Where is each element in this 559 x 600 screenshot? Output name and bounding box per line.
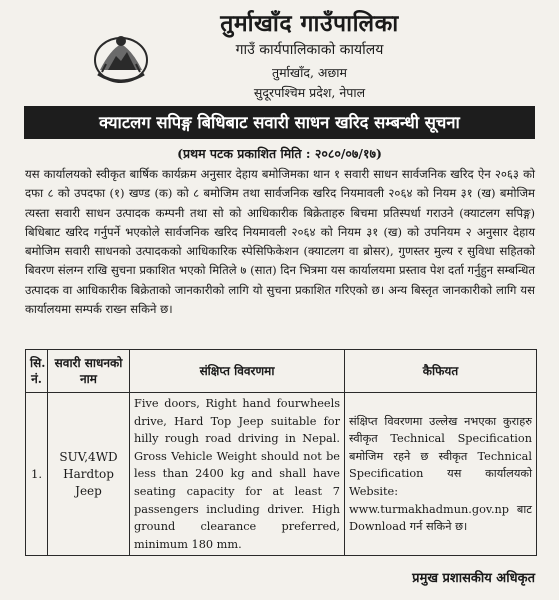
office-province: सुदूरपश्चिम प्रदेश, नेपाल (253, 85, 366, 100)
table-header-row (26, 350, 537, 393)
org-name: तुर्माखाँद गाउँपालिका (220, 10, 399, 37)
row-vehicle: SUV,4WD Hardtop Jeep (48, 393, 130, 556)
row-sn: 1. (26, 393, 48, 556)
header-description: संक्षिप्त विवरणमा (130, 350, 345, 393)
specification-table (25, 349, 537, 556)
office-name: गाउँ कार्यपालिकाको कार्यालय (235, 42, 384, 58)
notice-body: यस कार्यालयको स्वीकृत बार्षिक कार्यक्रम अनुसार देहाय बमोजिमका थान १ सवारी साधन सार्वजनिक खरिद ऐन २०६३ को दफा ८ को उपदफा (१) खण्ड (क) को ८ बमोजिम तथा सार्वजनिक खरिद नियमावली २०६४ को नियम ३१ (ख) बमोजिम त्यस्ता सवारी साधन उत्पादक कम्पनी तथा सो को आधिकारीक बिक्रेताहरु बिचमा प्रतिस्पर्धा गराउने (क्याटलग सपिङ्ग) बिधिबाट खरिद गर्नुपर्ने भएकोले सार्वजनिक खरिद नियमावली २०६४ को नियम ३१ (ख) को उपनियम २ अनुसार देहाय बमोजिम सवारी साधनको उत्पादकको आधिकारिक स्पेसिफिकेशन (क्याटलग वा ब्रोसर), गुणस्तर मुल्य र सुविधा सहितको बिवरण संलग्न राखि सुचना प्रकाशित भएको मितिले ७ (सात) दिन भित्रमा यस कार्यालयमा प्रस्ताव पेश दर्ता गर्नुहुन सम्बन्धित उत्पादक वा आधिकारीक बिक्रेताको जानकारीको लागि यो सुचना प्रकाशित गरिएको छ। अन्य बिस्तृत जानकारीको लागि यस कार्यालयमा सम्पर्क राख्न सकिने छ। (25, 167, 535, 317)
header-remarks: कैफियत (345, 350, 537, 393)
header-vehicle: सवारी साधनको नाम (48, 350, 130, 393)
table-row (26, 393, 537, 556)
office-address: तुर्माखाँद, अछाम (272, 65, 347, 80)
row-remarks: संक्षिप्त विवरणमा उल्लेख नभएका कुराहरु स्वीकृत Technical Specification बमोजिम रहने छ स्वीकृत Technical Specification यस कार्यालयको Website: www.turmakhadmun.gov.np बाट Download गर्न सकिने छ। (345, 393, 537, 556)
notice-title: क्याटलग सपिङ्ग बिधिबाट सवारी साधन खरिद सम्बन्धी सूचना (24, 106, 535, 139)
header-sn: सि. नं. (26, 350, 48, 393)
signatory: प्रमुख प्रशासकीय अधिकृत (412, 571, 535, 586)
row-description: Five doors, Right hand fourwheels drive, Hard Top Jeep suitable for hilly rough road driving in Nepal. Gross Vehicle Weight should not be less than 2400 kg and shall have seating capacity for at least 7 passengers including driver. High ground clearance preferred, minimum 180 mm. (130, 393, 345, 556)
publication-date: (प्रथम पटक प्रकाशित मिति : २०८०/०७/१७) (177, 146, 382, 161)
